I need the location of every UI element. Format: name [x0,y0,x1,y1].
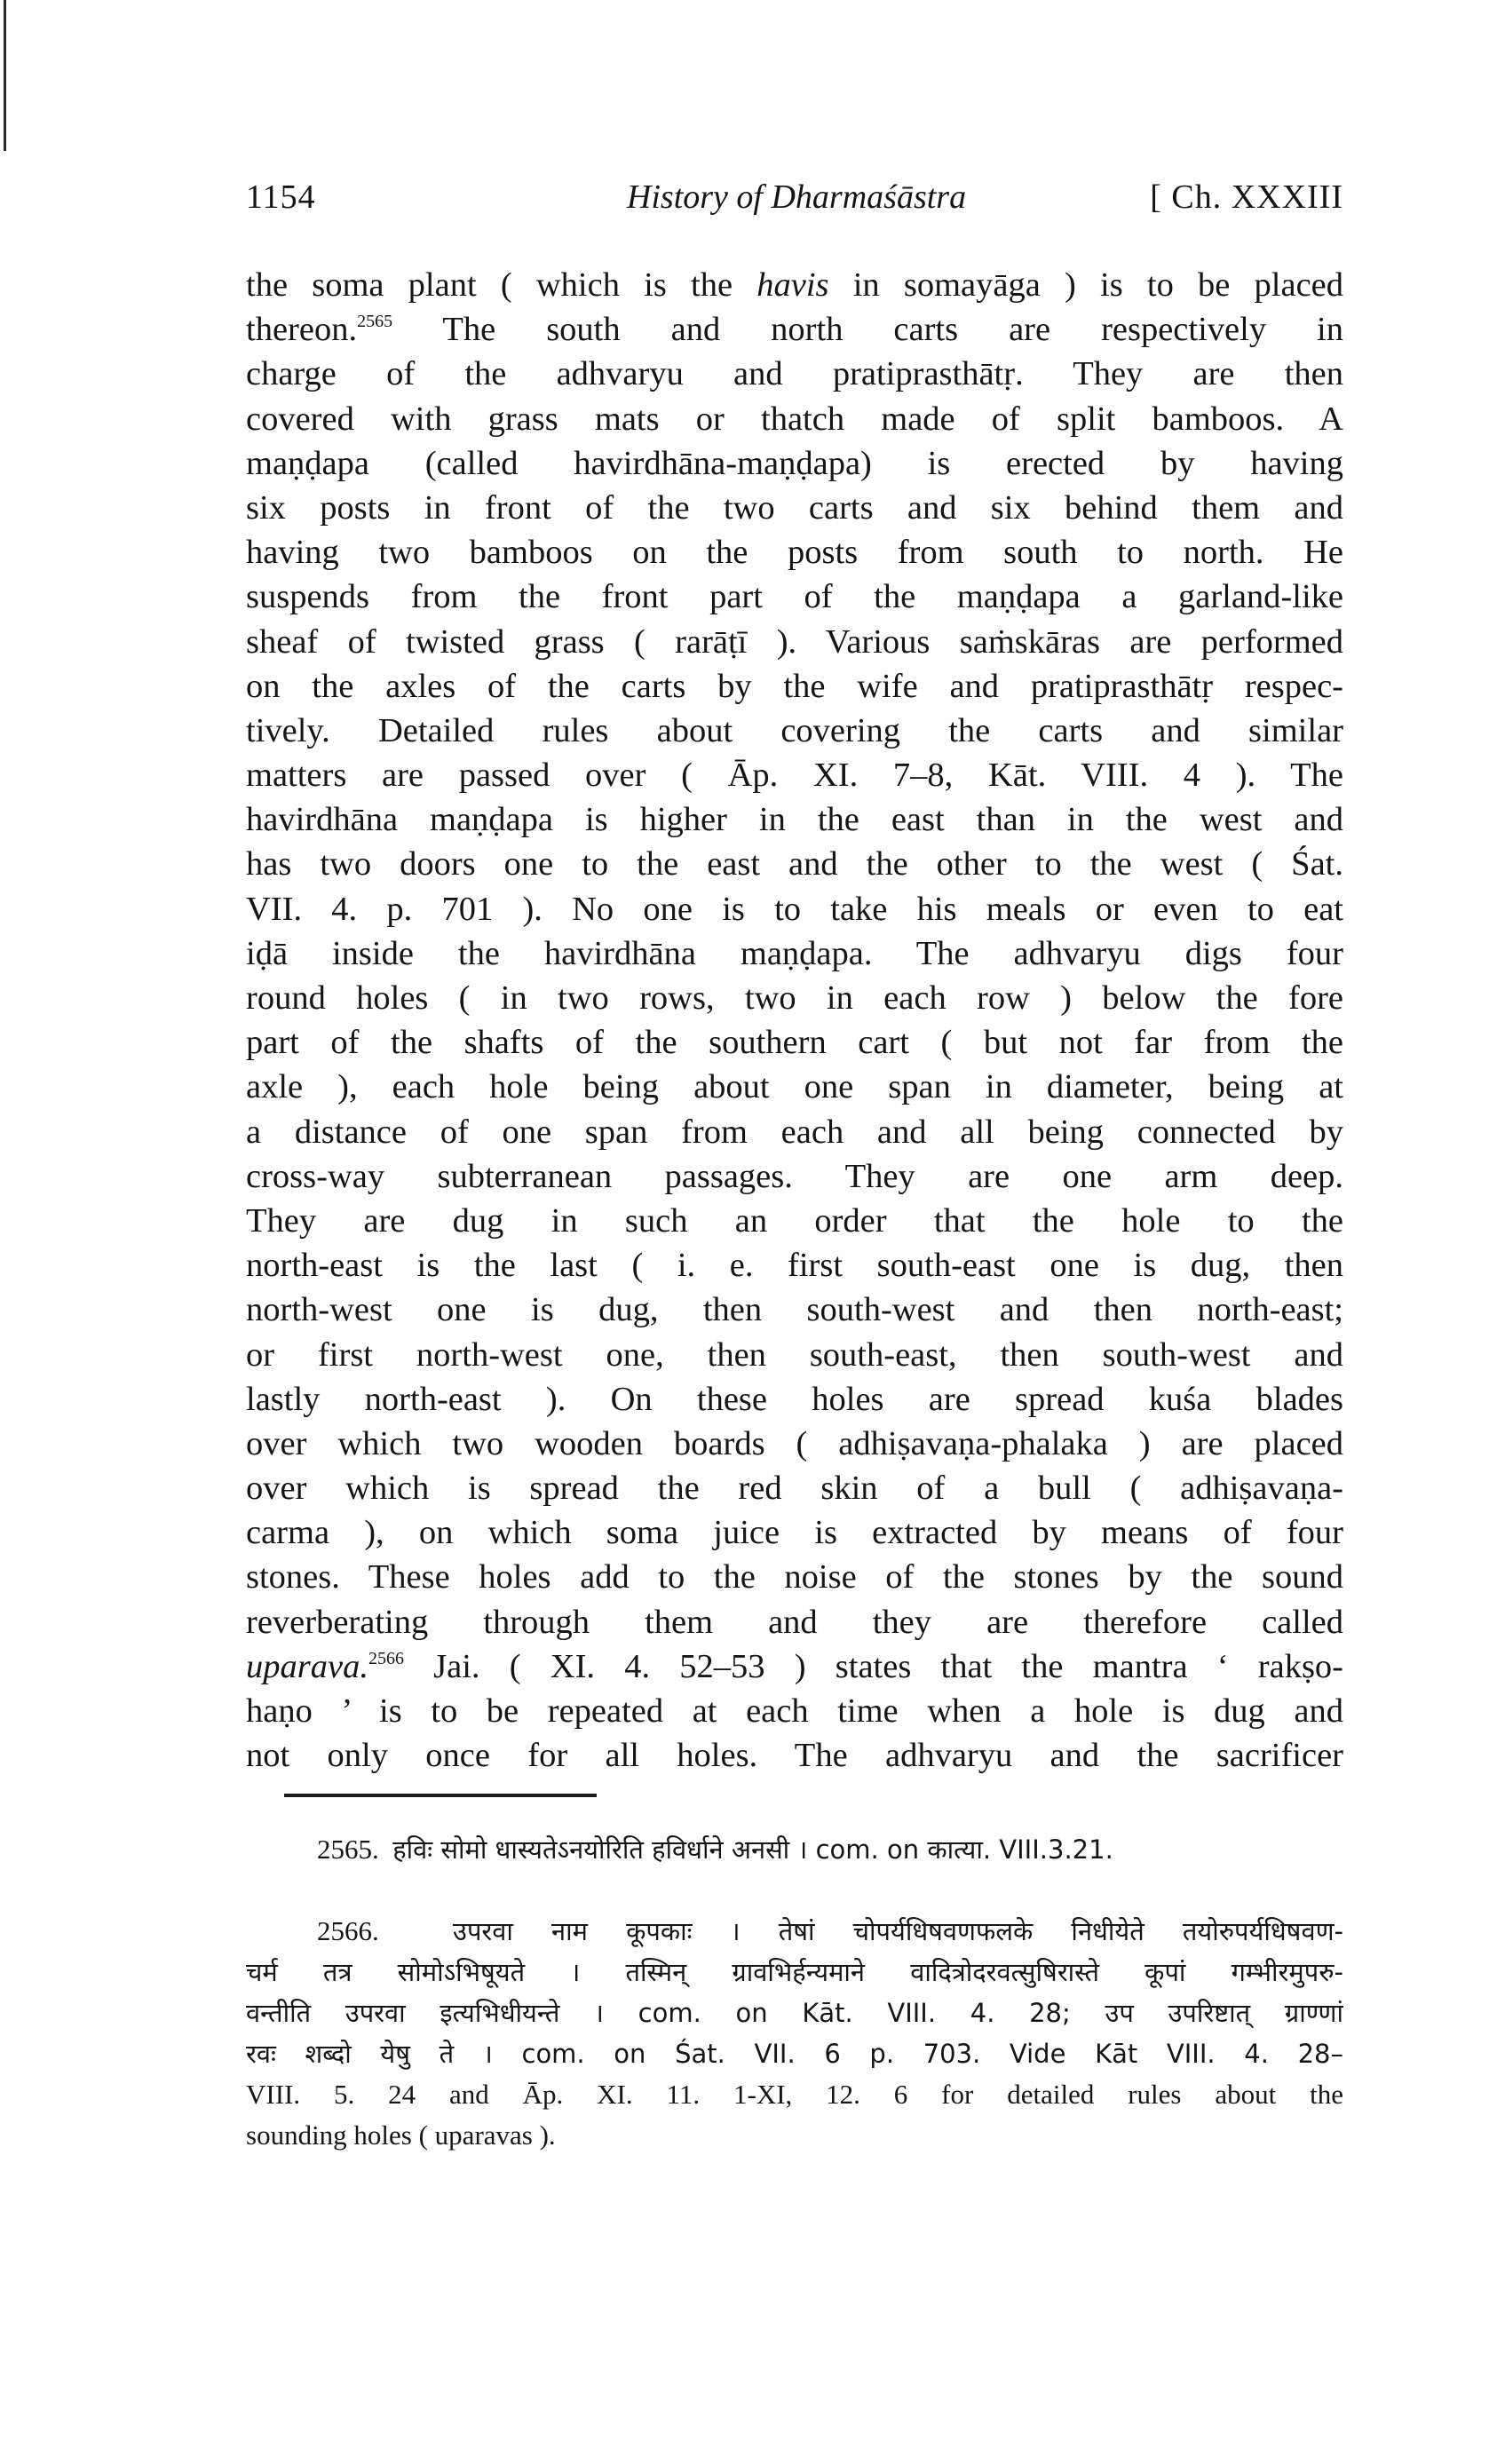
text-run: or first north-west one, then south-east, then south-west and [246,1335,1343,1374]
text-run: carma ), on which soma juice is extracted by means of four [246,1514,1343,1552]
text-run: reverberating through them and they are therefore called [246,1603,1343,1641]
text-run: has two doors one to the east and the other to the west ( Śat. [246,845,1343,883]
text-line [246,1154,1343,1199]
text-run: having two bamboos on the posts from south to north. He [246,534,1343,572]
text-line [246,1600,1343,1644]
text-line [246,709,1343,753]
text-line [246,1333,1343,1377]
text-run: tively. Detailed rules about covering the carts and similar [246,711,1343,749]
text-line [246,976,1343,1020]
text-run: The south and north carts are respectively in [392,311,1343,349]
footnote-number: 2566. [317,1915,379,1946]
text-run: covered with grass mats or thatch made of split bamboos. A [246,400,1343,438]
text-run: on the axles of the carts by the wife and pratiprasthātṛ respec- [246,667,1343,705]
text-line [246,263,1343,307]
running-header [246,178,1343,231]
text-line [246,842,1343,886]
footnote-text: उपरवा नाम कूपकाः । तेषां चोपर्यधिषवणफलके निधीयेते तयोरुपर्यधिषवण- [453,1916,1343,1946]
text-line [246,1644,1343,1689]
text-line [246,307,1343,352]
text-run: the soma plant ( which is the [246,266,757,304]
text-line [246,931,1343,976]
text-run: thereon. [246,311,358,349]
text-run: charge of the adhvaryu and pratiprasthātṛ. They are then [246,355,1343,393]
footnote-2565 [246,1829,1343,1870]
text-line [246,1020,1343,1065]
footnote-text: हविः सोमो धास्यतेऽनयोरिति हविर्धाने अनसी । com. on कात्या. VIII.3.21. [392,1834,1113,1865]
text-line [246,1555,1343,1599]
text-run: VII. 4. p. 701 ). No one is to take his meals or even to eat [246,890,1343,928]
text-line [246,1243,1343,1287]
text-run: north-east is the last ( i. e. first south-east one is dug, then [246,1247,1343,1285]
text-run: six posts in front of the two carts and six behind them and [246,488,1343,527]
footnote-ref: 2565 [357,312,393,332]
text-run: a distance of one span from each and all being connected by [246,1113,1343,1151]
page-number: 1154 [246,178,316,216]
text-run: not only once for all holes. The adhvaryu and the sacrificer [246,1737,1343,1775]
text-line [246,620,1343,664]
text-run: axle ), each hole being about one span in diameter, being at [246,1068,1343,1106]
italic-term: uparava. [246,1647,368,1685]
text-line [246,397,1343,441]
text-line [246,441,1343,486]
footnote-line: sounding holes ( uparavas ). [246,2119,556,2151]
text-line [246,664,1343,709]
text-run: Jai. ( XI. 4. 52–53 ) states that the mantra ‘ rakṣo- [403,1647,1343,1685]
text-run: cross-way subterranean passages. They are one arm deep. [246,1157,1343,1195]
text-line [246,1733,1343,1778]
text-run: maṇḍapa (called havirdhāna-maṇḍapa) is erected by having [246,444,1343,482]
footnote-line [246,1829,1343,1870]
footnote-line: वन्तीति उपरवा इत्यभिधीयन्ते । com. on Kāt. VIII. 4. 28; उप उपरिष्टात् ग्राण्णां [246,1998,1343,2028]
text-line [246,1065,1343,1109]
text-line [246,797,1343,842]
body-text [246,263,1343,1778]
text-line [246,1110,1343,1154]
text-run: They are dug in such an order that the hole to the [246,1201,1343,1240]
text-run: havirdhāna maṇḍapa is higher in the east than in the west and [246,801,1343,839]
text-line [246,1510,1343,1555]
footnote-ref: 2566 [368,1648,404,1668]
text-line [246,1287,1343,1332]
text-run: part of the shafts of the southern cart ( but not far from the [246,1024,1343,1062]
text-run: over which two wooden boards ( adhiṣavaṇa-phalaka ) are placed [246,1424,1343,1462]
text-line [246,486,1343,530]
text-line [246,530,1343,574]
footnote-line: रवः शब्दो येषु ते । com. on Śat. VII. 6 p. 703. Vide Kāt VIII. 4. 28– [246,2039,1343,2069]
text-run: haṇo ’ is to be repeated at each time when a hole is dug and [246,1692,1343,1730]
footnote-2566 [246,1911,1343,2156]
text-line [246,1689,1343,1733]
italic-term: havis [756,266,829,304]
text-line [246,574,1343,619]
text-line [246,1199,1343,1243]
footnote-line [246,1911,1343,1952]
text-run: iḍā inside the havirdhāna maṇḍapa. The adhvaryu digs four [246,934,1343,972]
text-line [246,753,1343,797]
text-line [246,887,1343,931]
text-run: over which is spread the red skin of a bull ( adhiṣavaṇa- [246,1470,1343,1508]
text-line [246,1466,1343,1510]
running-title: History of Dharmaśāstra [626,178,967,216]
text-run: sheaf of twisted grass ( rarāṭī ). Various saṁskāras are performed [246,622,1343,661]
footnote-line: चर्म तत्र सोमोऽभिषूयते । तस्मिन् ग्रावभिर्हन्यमाने वादित्रोदरवत्सुषिरास्ते कूपां गम्भीरमुपरु- [246,1957,1343,1987]
text-run: suspends from the front part of the maṇḍapa a garland-like [246,578,1343,616]
text-run: north-west one is dug, then south-west and then north-east; [246,1291,1343,1329]
text-run: matters are passed over ( Āp. XI. 7–8, Kāt. VIII. 4 ). The [246,757,1343,795]
text-run: lastly north-east ). On these holes are spread kuśa blades [246,1380,1343,1418]
chapter-label: [ Ch. XXXIII [1150,178,1343,216]
text-line [246,1422,1343,1466]
footnote-number: 2565. [317,1834,379,1865]
text-line [246,1377,1343,1422]
text-run: round holes ( in two rows, two in each row ) below the fore [246,979,1343,1017]
scan-edge-line [4,0,6,151]
footnote-line: VIII. 5. 24 and Āp. XI. 11. 1-XI, 12. 6 for detailed rules about the [246,2079,1343,2110]
text-line [246,352,1343,396]
text-run: stones. These holes add to the noise of the stones by the sound [246,1558,1343,1596]
footnote-rule [284,1794,597,1797]
text-run: in somayāga ) is to be placed [828,266,1343,304]
